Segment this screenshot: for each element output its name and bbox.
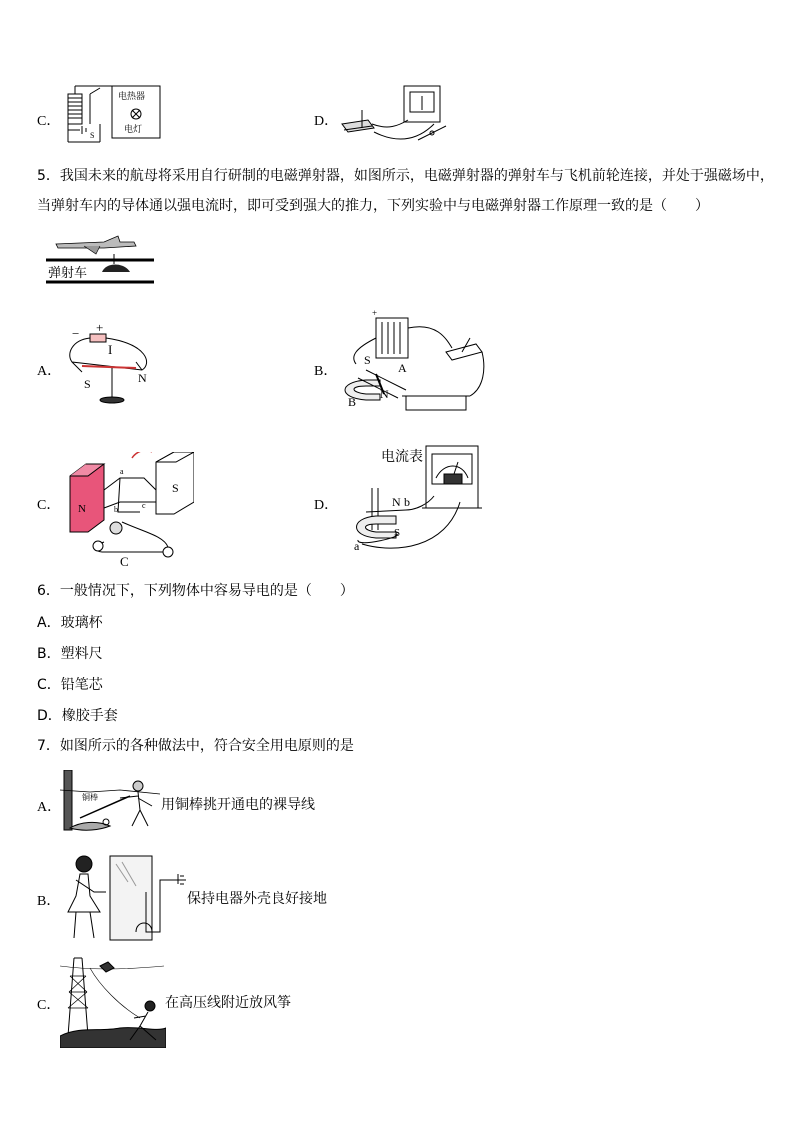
q7-option-c-caption: 在高压线附近放风筝 xyxy=(165,995,291,1011)
q4-heater-label: 电热器 xyxy=(118,91,146,101)
q7-number: 7． xyxy=(37,738,60,754)
q5-option-d-induction xyxy=(336,444,486,556)
q5-option-c-label: C． xyxy=(37,498,61,513)
q6-option-a-text: 玻璃杯 xyxy=(60,615,103,631)
q6-option-b-text: 塑料尺 xyxy=(60,646,103,662)
q5-c-cap: C xyxy=(120,554,129,568)
q5-b-b: B xyxy=(348,395,357,409)
q6-stem-text: 一般情况下，下列物体中容易导电的是（ ） xyxy=(59,583,354,599)
q5-catapult-figure xyxy=(44,232,156,288)
q5-a-minus: − xyxy=(72,326,80,341)
q4-lamp-label: 电灯 xyxy=(124,124,143,134)
q4-switch-label: S xyxy=(90,131,95,140)
q7-option-b-label: B． xyxy=(37,894,61,909)
q7-option-b-illustration xyxy=(66,852,190,944)
q6-option-a-label: A． xyxy=(37,615,61,631)
q7-stem-text: 如图所示的各种做法中，符合安全用电原则的是 xyxy=(59,738,354,754)
q5-option-b-rail-experiment xyxy=(336,308,496,416)
q6-option-a xyxy=(37,612,103,632)
q7-option-c-illustration xyxy=(60,956,166,1048)
q5-option-a-label: A． xyxy=(37,364,62,379)
q5-b-n: N xyxy=(380,387,389,401)
q6-option-d-text: 橡胶手套 xyxy=(61,708,118,724)
q7-stem xyxy=(37,736,354,756)
q5-option-d-label: D． xyxy=(314,498,339,513)
q6-option-d-label: D． xyxy=(37,708,62,724)
q7-a-tag: 铜棒 xyxy=(82,793,98,802)
q6-option-b xyxy=(37,643,103,663)
q5-line1-text: 我国未来的航母将采用自行研制的电磁弹射器，如图所示，电磁弹射器的弹射车与飞机前轮连接，并处于强磁场中， xyxy=(59,168,774,184)
q5-stem-line-2: 当弹射车内的导体通以强电流时，即可受到强大的推力，下列实验中与电磁弹射器工作原理一致的是（ ） xyxy=(37,198,709,214)
q5-d-s: S xyxy=(394,527,401,539)
q6-stem xyxy=(37,581,354,601)
q5-option-b-label: B． xyxy=(314,364,338,379)
q5-c-n: N xyxy=(78,503,86,515)
q5-b-s: S xyxy=(364,353,371,367)
q7-option-a-caption: 用铜棒挑开通电的裸导线 xyxy=(161,797,315,813)
q4-option-c-label: C． xyxy=(37,114,61,129)
q6-option-c-text: 铅笔芯 xyxy=(60,677,103,693)
q5-c-c: c xyxy=(142,501,146,510)
q7-option-c-label: C． xyxy=(37,998,61,1013)
q5-catapult-label: 弹射车 xyxy=(48,265,88,280)
q5-c-a: a xyxy=(120,467,124,476)
q5-c-b: b xyxy=(114,505,118,514)
q5-option-c-motor xyxy=(64,452,194,568)
q5-a-n: N xyxy=(138,371,147,385)
q6-option-c-label: C． xyxy=(37,677,61,693)
q5-option-a-oersted xyxy=(62,318,172,410)
q5-d-b: b xyxy=(404,495,410,509)
q5-c-s: S xyxy=(172,481,179,495)
q5-stem-line-1 xyxy=(37,166,774,186)
q5-number: 5． xyxy=(37,168,60,184)
q6-number: 6． xyxy=(37,583,60,599)
q5-a-s: S xyxy=(84,377,91,391)
q7-option-b-caption: 保持电器外壳良好接地 xyxy=(187,891,327,907)
q5-b-plus: + xyxy=(372,308,378,318)
q4-option-c-circuit xyxy=(60,80,170,150)
q7-option-a-illustration xyxy=(60,770,162,834)
q5-a-plus: + xyxy=(96,320,104,335)
q7-option-a-label: A． xyxy=(37,800,62,815)
q6-option-d xyxy=(37,705,118,725)
q4-option-d-apparatus xyxy=(338,80,458,148)
q5-b-a: A xyxy=(398,361,407,375)
q6-option-c xyxy=(37,674,103,694)
q4-option-d-label: D． xyxy=(314,114,339,129)
q5-d-n: N xyxy=(392,495,401,509)
q5-a-current: I xyxy=(108,342,113,357)
q6-option-b-label: B． xyxy=(37,646,61,662)
q5-d-ammeter-label: 电流表 xyxy=(381,449,423,465)
q5-d-a: a xyxy=(354,539,360,553)
